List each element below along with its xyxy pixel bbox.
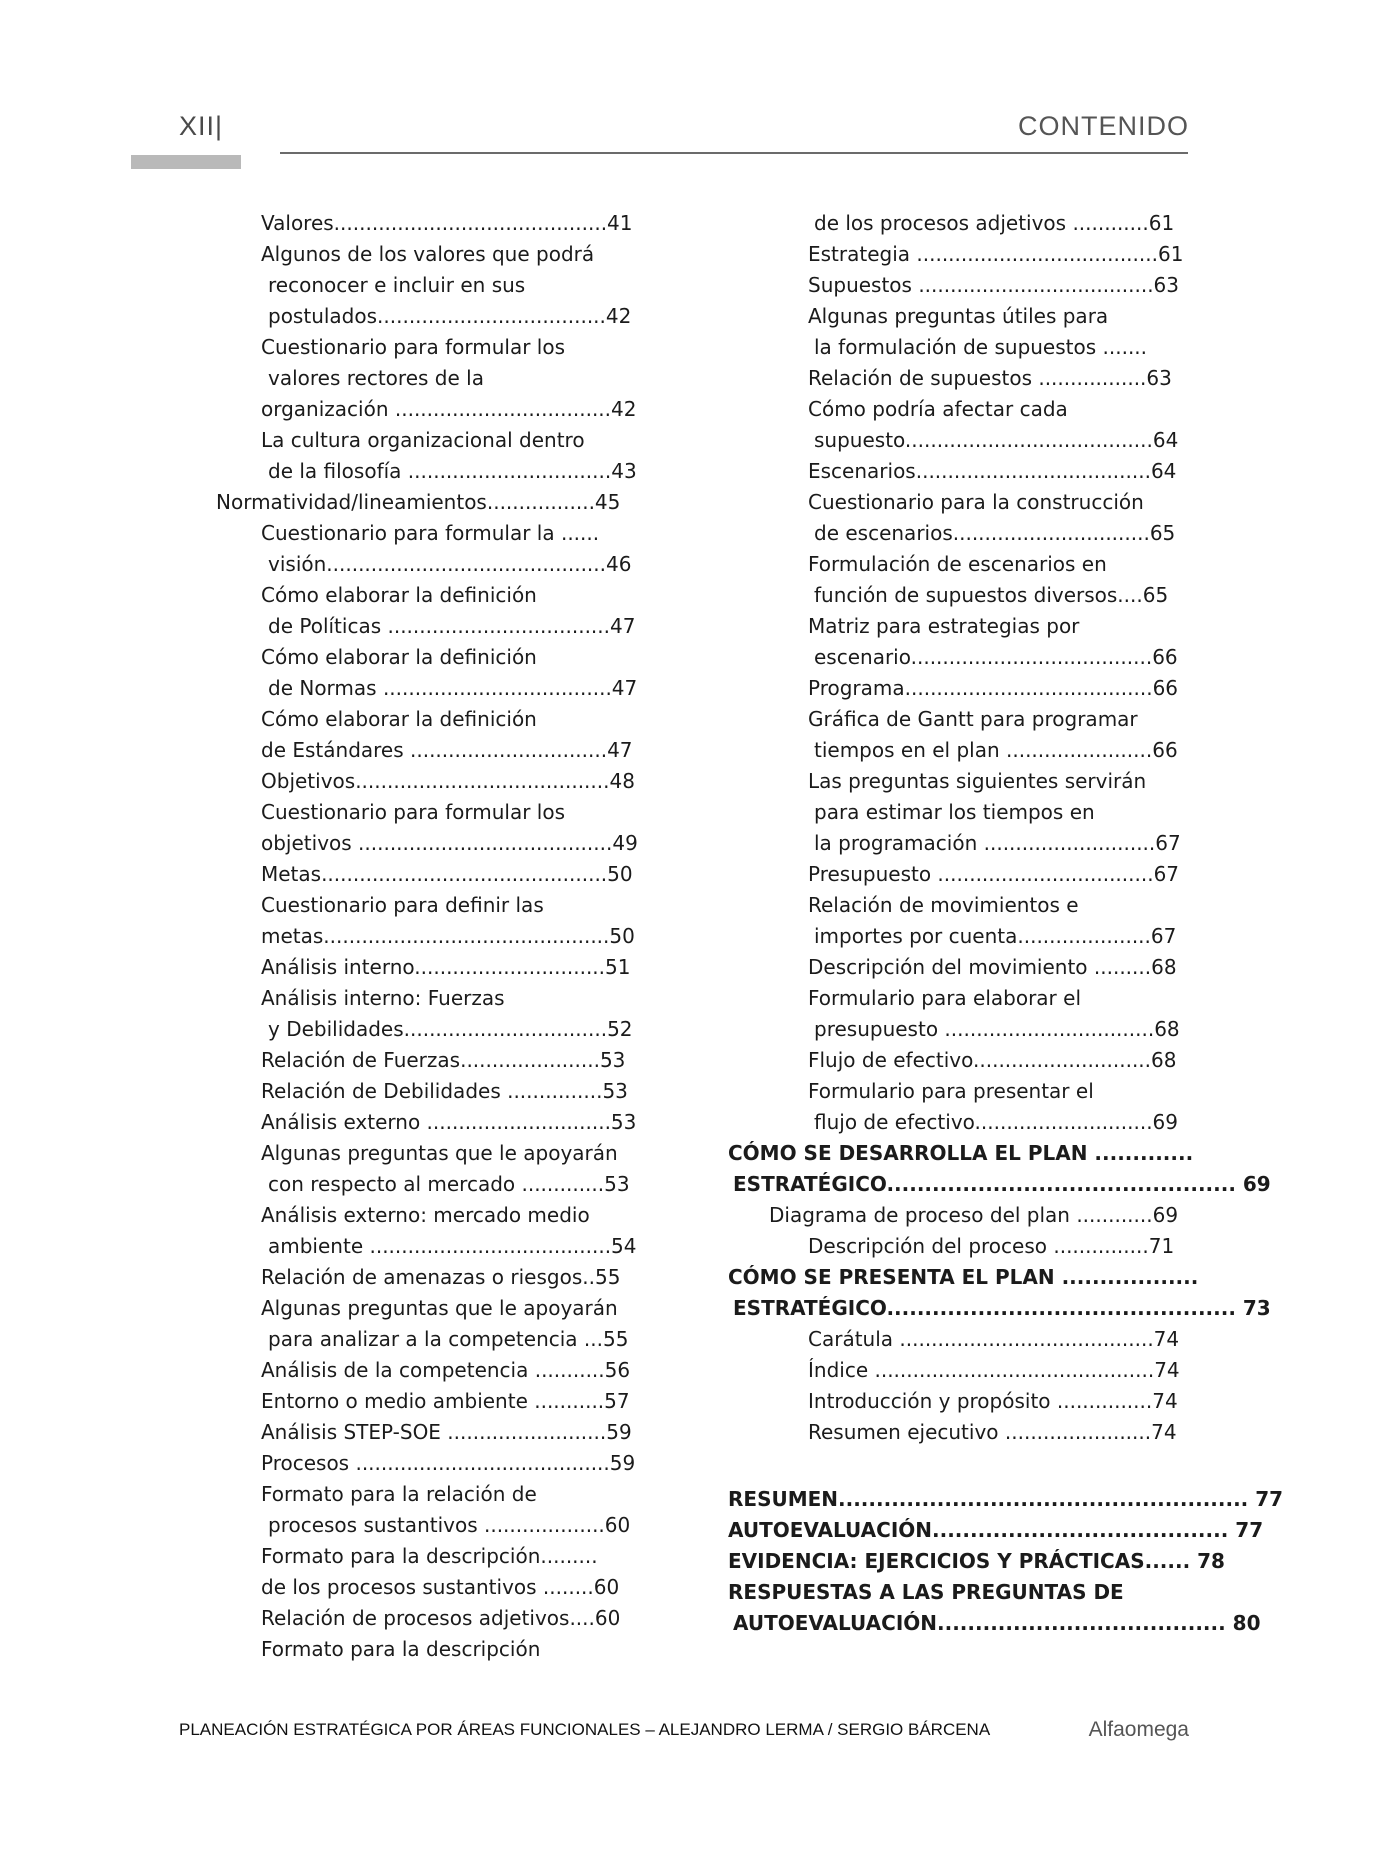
toc-entry[interactable]: Descripción del proceso ...............71 — [808, 1234, 1175, 1258]
toc-entry[interactable]: Cómo elaborar la definición — [261, 707, 537, 731]
toc-entry[interactable]: Algunos de los valores que podrá — [261, 242, 595, 266]
toc-entry[interactable]: Relación de amenazas o riesgos..55 — [261, 1265, 621, 1289]
footer-citation: PLANEACIÓN ESTRATÉGICA POR ÁREAS FUNCIONALES – ALEJANDRO LERMA / SERGIO BÁRCENA — [179, 1720, 991, 1739]
toc-entry[interactable]: de escenarios...............................65 — [814, 521, 1176, 545]
toc-entry[interactable]: Cuestionario para formular los — [261, 335, 566, 359]
header-tab-decoration — [131, 155, 241, 169]
toc-entry[interactable]: de la filosofía ................................43 — [268, 459, 637, 483]
toc-entry[interactable]: Supuestos .....................................63 — [808, 273, 1179, 297]
toc-entry[interactable]: de Políticas ...................................47 — [268, 614, 636, 638]
toc-entry[interactable]: escenario......................................66 — [814, 645, 1178, 669]
toc-entry[interactable]: tiempos en el plan .......................66 — [814, 738, 1178, 762]
toc-entry[interactable]: ESTRATÉGICO.............................................. 69 — [733, 1172, 1271, 1196]
toc-entry[interactable]: la formulación de supuestos ....... — [814, 335, 1148, 359]
toc-entry[interactable]: organización ..................................42 — [261, 397, 637, 421]
toc-entry[interactable]: Análisis interno: Fuerzas — [261, 986, 505, 1010]
toc-entry[interactable]: Índice ............................................74 — [808, 1358, 1180, 1382]
toc-entry[interactable]: RESUMEN...................................................... 77 — [728, 1487, 1284, 1511]
toc-entry[interactable]: función de supuestos diversos....65 — [814, 583, 1169, 607]
toc-entry[interactable]: Cuestionario para definir las — [261, 893, 544, 917]
toc-entry[interactable]: Presupuesto ..................................67 — [808, 862, 1180, 886]
header-rule — [280, 152, 1188, 154]
toc-entry[interactable]: Relación de Fuerzas......................53 — [261, 1048, 626, 1072]
toc-entry[interactable]: Análisis STEP-SOE .........................59 — [261, 1420, 632, 1444]
toc-entry[interactable]: de los procesos sustantivos ........60 — [261, 1575, 620, 1599]
toc-entry[interactable]: ESTRATÉGICO.............................................. 73 — [733, 1296, 1271, 1320]
toc-spacer — [728, 1448, 1158, 1484]
toc-entry[interactable]: con respecto al mercado .............53 — [268, 1172, 630, 1196]
toc-entry[interactable]: Las preguntas siguientes servirán — [808, 769, 1147, 793]
toc-entry[interactable]: Análisis externo .............................53 — [261, 1110, 637, 1134]
toc-entry[interactable]: Relación de supuestos .................63 — [808, 366, 1172, 390]
section-title: CONTENIDO — [1018, 111, 1189, 141]
toc-entry[interactable]: Introducción y propósito ...............74 — [808, 1389, 1178, 1413]
toc-entry[interactable]: Análisis externo: mercado medio — [261, 1203, 590, 1227]
toc-entry[interactable]: presupuesto .................................68 — [814, 1017, 1180, 1041]
toc-entry[interactable]: Relación de movimientos e — [808, 893, 1079, 917]
toc-entry[interactable]: postulados....................................42 — [268, 304, 632, 328]
toc-entry[interactable]: metas.............................................50 — [261, 924, 635, 948]
toc-entry[interactable]: Relación de procesos adjetivos....60 — [261, 1606, 621, 1630]
toc-entry[interactable]: Formato para la descripción......... — [261, 1544, 598, 1568]
toc-entry[interactable]: Cuestionario para la construcción — [808, 490, 1144, 514]
toc-entry[interactable]: supuesto.......................................64 — [814, 428, 1179, 452]
toc-entry[interactable]: Cuestionario para formular la ...... — [261, 521, 600, 545]
toc-entry[interactable]: Estrategia ......................................61 — [808, 242, 1184, 266]
toc-entry[interactable]: Metas.............................................50 — [261, 862, 633, 886]
toc-entry[interactable]: Resumen ejecutivo .......................74 — [808, 1420, 1177, 1444]
toc-entry[interactable]: importes por cuenta.....................67 — [814, 924, 1177, 948]
toc-entry[interactable]: Entorno o medio ambiente ...........57 — [261, 1389, 630, 1413]
toc-right-column — [728, 208, 1284, 1639]
toc-entry[interactable]: Formulario para presentar el — [808, 1079, 1094, 1103]
toc-entry[interactable]: RESPUESTAS A LAS PREGUNTAS DE — [728, 1580, 1124, 1604]
toc-entry[interactable]: Flujo de efectivo............................68 — [808, 1048, 1177, 1072]
toc-entry[interactable]: Carátula ........................................74 — [808, 1327, 1180, 1351]
toc-entry[interactable]: Normatividad/lineamientos.................45 — [216, 490, 621, 514]
toc-left-column — [216, 208, 638, 1665]
toc-entry[interactable]: EVIDENCIA: EJERCICIOS Y PRÁCTICAS...... 78 — [728, 1549, 1225, 1573]
toc-entry[interactable]: reconocer e incluir en sus — [268, 273, 526, 297]
toc-entry[interactable]: Relación de Debilidades ...............53 — [261, 1079, 628, 1103]
toc-entry[interactable]: Objetivos........................................48 — [261, 769, 635, 793]
toc-entry[interactable]: AUTOEVALUACIÓN...................................... 80 — [733, 1611, 1261, 1635]
toc-entry[interactable]: Formulario para elaborar el — [808, 986, 1081, 1010]
toc-entry[interactable]: CÓMO SE DESARROLLA EL PLAN ............. — [728, 1141, 1194, 1165]
toc-entry[interactable]: Valores...........................................41 — [261, 211, 633, 235]
toc-entry[interactable]: para analizar a la competencia ...55 — [268, 1327, 629, 1351]
toc-entry[interactable]: valores rectores de la — [268, 366, 484, 390]
toc-entry[interactable]: Cuestionario para formular los — [261, 800, 566, 824]
toc-entry[interactable]: Cómo elaborar la definición — [261, 583, 537, 607]
toc-entry[interactable]: Formato para la relación de — [261, 1482, 537, 1506]
toc-entry[interactable]: de Normas ....................................47 — [268, 676, 638, 700]
toc-entry[interactable]: CÓMO SE PRESENTA EL PLAN .................. — [728, 1265, 1199, 1289]
toc-entry[interactable]: Programa.......................................66 — [808, 676, 1179, 700]
toc-entry[interactable]: Formato para la descripción — [261, 1637, 541, 1661]
toc-entry[interactable]: Procesos ........................................59 — [261, 1451, 636, 1475]
toc-entry[interactable]: Matriz para estrategias por — [808, 614, 1080, 638]
toc-entry[interactable]: AUTOEVALUACIÓN....................................... 77 — [728, 1518, 1264, 1542]
toc-entry[interactable]: Algunas preguntas que le apoyarán — [261, 1141, 618, 1165]
toc-entry[interactable]: Análisis interno..............................51 — [261, 955, 631, 979]
toc-entry[interactable]: Descripción del movimiento .........68 — [808, 955, 1177, 979]
toc-entry[interactable]: objetivos ........................................49 — [261, 831, 638, 855]
toc-entry[interactable]: Cómo elaborar la definición — [261, 645, 537, 669]
toc-entry[interactable]: ambiente ......................................54 — [268, 1234, 637, 1258]
toc-entry[interactable]: Escenarios.....................................64 — [808, 459, 1177, 483]
toc-entry[interactable]: Formulación de escenarios en — [808, 552, 1107, 576]
toc-entry[interactable]: Análisis de la competencia ...........56 — [261, 1358, 631, 1382]
toc-entry[interactable]: para estimar los tiempos en — [814, 800, 1095, 824]
footer-publisher: Alfaomega — [1088, 1718, 1189, 1741]
toc-entry[interactable]: Algunas preguntas que le apoyarán — [261, 1296, 618, 1320]
toc-entry[interactable]: de Estándares ...............................47 — [261, 738, 633, 762]
toc-entry[interactable]: de los procesos adjetivos ............61 — [814, 211, 1175, 235]
toc-entry[interactable]: La cultura organizacional dentro — [261, 428, 585, 452]
toc-entry[interactable]: la programación ...........................67 — [814, 831, 1181, 855]
toc-entry[interactable]: procesos sustantivos ...................60 — [268, 1513, 631, 1537]
toc-entry[interactable]: Algunas preguntas útiles para — [808, 304, 1109, 328]
toc-entry[interactable]: Diagrama de proceso del plan ............69 — [769, 1203, 1179, 1227]
toc-entry[interactable]: visión............................................46 — [268, 552, 632, 576]
toc-entry[interactable]: flujo de efectivo............................69 — [814, 1110, 1179, 1134]
page-number: XII| — [179, 111, 224, 141]
toc-entry[interactable]: Gráfica de Gantt para programar — [808, 707, 1138, 731]
toc-entry[interactable]: y Debilidades................................52 — [268, 1017, 633, 1041]
toc-entry[interactable]: Cómo podría afectar cada — [808, 397, 1068, 421]
